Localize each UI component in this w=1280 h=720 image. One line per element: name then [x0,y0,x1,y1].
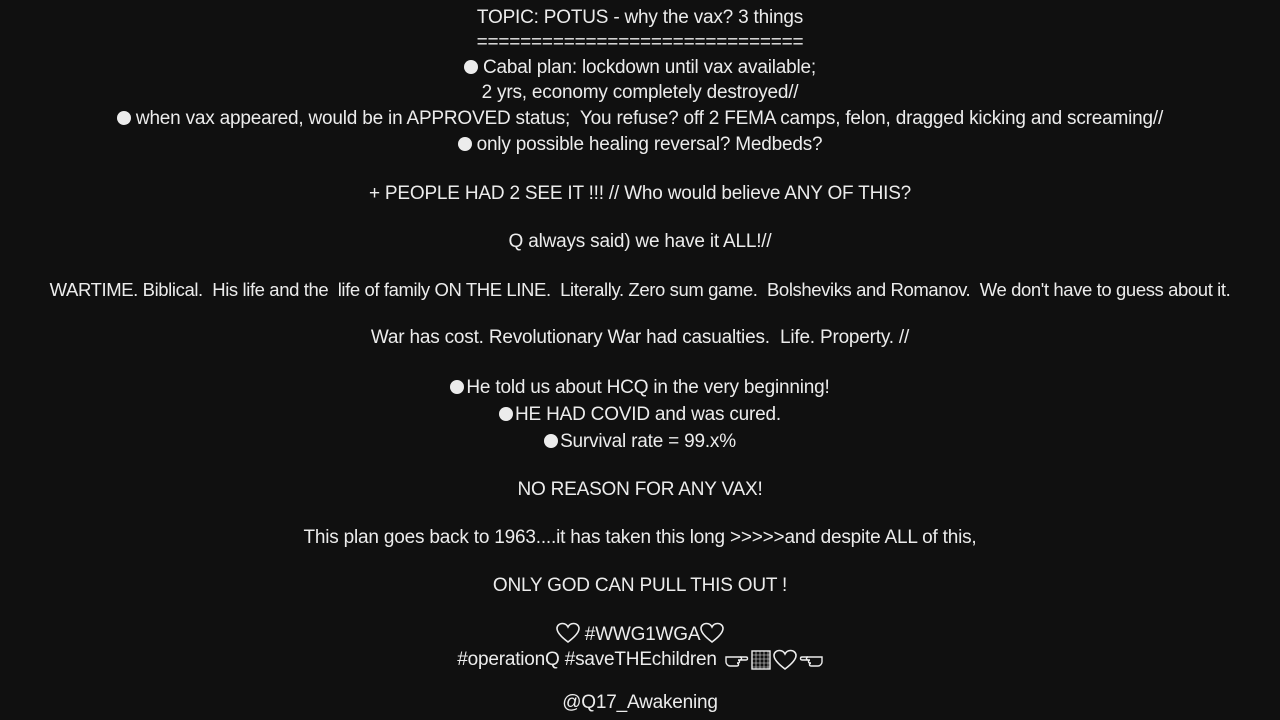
hcq-line [0,376,1280,400]
wartime-line: WARTIME. Biblical. His life and the life of family ON THE LINE. Literally. Zero sum game. Bolsheviks and Romanov. We don't have to guess about it. [49,279,1231,300]
pointing-hand-left-icon [799,651,823,669]
divider-line: ============================== [476,32,804,53]
bullet-line-3 [0,133,1280,157]
people-line: + PEOPLE HAD 2 SEE IT !!! // Who would believe ANY OF THIS? [368,183,912,204]
white-circle-icon [544,434,558,448]
q-said-line: Q always said) we have it ALL!// [508,231,772,252]
wwg1wga-line [0,622,1280,647]
hashtags-text: #operationQ #saveTHEchildren [457,649,717,670]
white-heart-icon [773,649,797,671]
war-cost-line: War has cost. Revolutionary War had casualties. Life. Property. // [370,327,910,348]
bullet-line-1-cont: 2 yrs, economy completely destroyed// [481,82,799,103]
survival-text: Survival rate = 99.x% [560,431,736,452]
only-god-line: ONLY GOD CAN PULL THIS OUT ! [492,575,788,596]
topic-line: TOPIC: POTUS - why the vax? 3 things [476,7,804,28]
wwg1wga-text: #WWG1WGA [584,624,701,645]
bullet-text-1: Cabal plan: lockdown until vax available; [483,57,816,78]
checkered-square-icon [751,650,771,670]
hcq-text: He told us about HCQ in the very beginning! [466,377,830,398]
hashtags-line [0,648,1280,672]
plan-1963-line: This plan goes back to 1963....it has taken this long >>>>>and despite ALL of this, [303,527,977,548]
white-heart-icon [700,622,724,644]
bullet-line-1 [0,56,1280,80]
no-reason-line: NO REASON FOR ANY VAX! [517,479,763,500]
covid-text: HE HAD COVID and was cured. [515,404,781,425]
bullet-text-3: only possible healing reversal? Medbeds? [476,134,823,155]
white-circle-icon [450,380,464,394]
bullet-line-2 [0,107,1280,131]
survival-line [0,430,1280,454]
white-circle-icon [117,111,131,125]
white-circle-icon [464,60,478,74]
white-heart-icon [556,622,580,644]
pointing-hand-right-icon [725,651,749,669]
white-circle-icon [458,137,472,151]
author-handle: @Q17_Awakening [562,692,718,713]
bullet-text-2: when vax appeared, would be in APPROVED status; You refuse? off 2 FEMA camps, felon, dragged kicking and screaming// [135,108,1164,129]
white-circle-icon [499,407,513,421]
covid-line [0,403,1280,427]
emoji-group [725,649,823,671]
